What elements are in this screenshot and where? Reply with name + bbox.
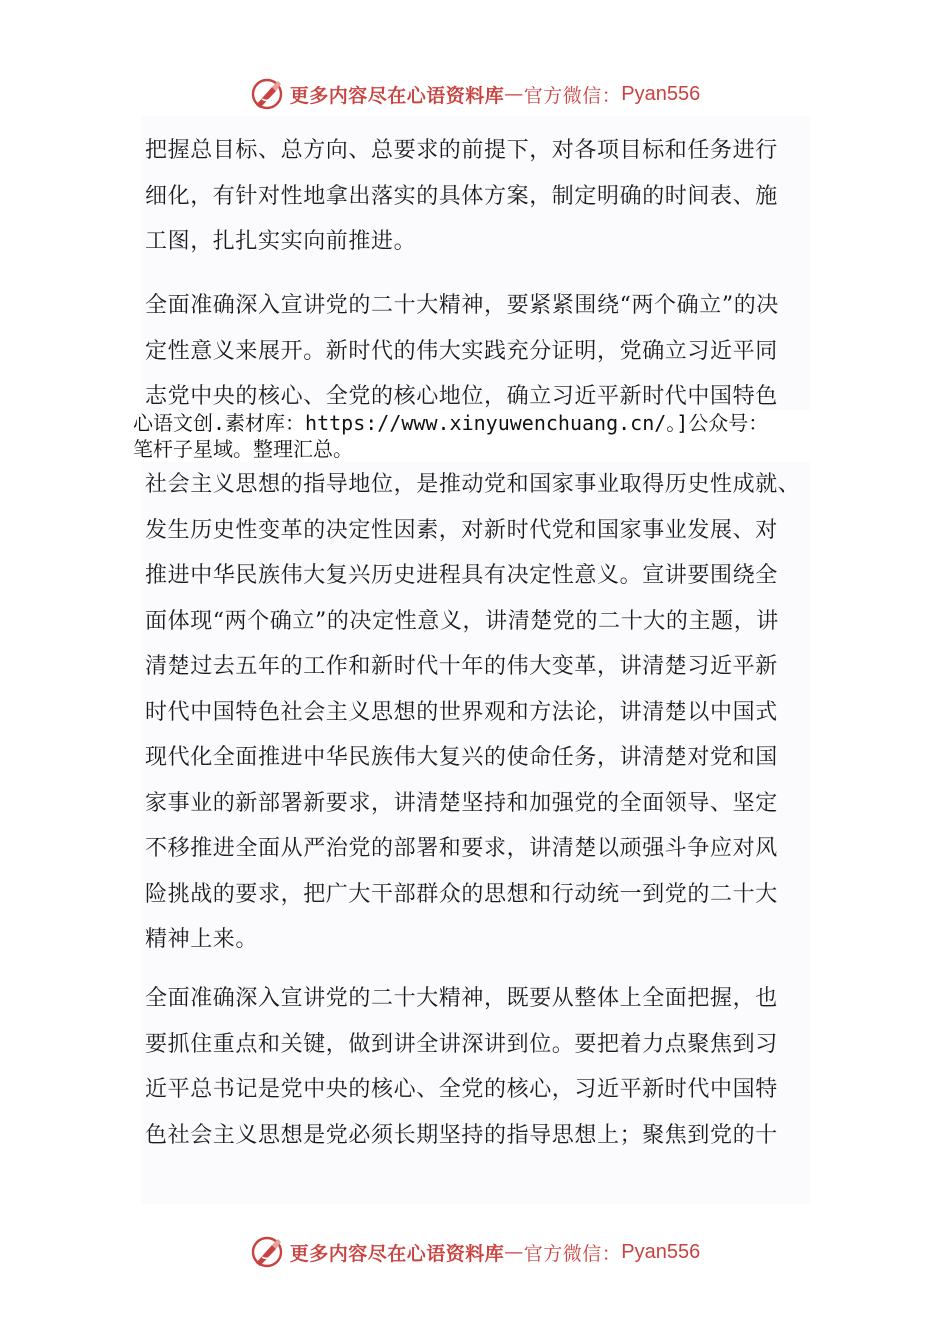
banner-wechat-id: Pyan556 [621,1240,701,1263]
banner-wechat-id: Pyan556 [621,82,701,105]
footer-banner [0,1232,950,1272]
paragraph-1 [145,128,845,265]
paragraph-line: 推进中华民族伟大复兴历史进程具有决定性意义。宣讲要围绕全 [145,563,778,588]
paragraph-line: 色社会主义思想是党必须长期坚持的指导思想上；聚焦到党的十 [145,1122,778,1148]
paragraph-line: 社会主义思想的指导地位，是推动党和国家事业取得历史性成就、 [145,472,801,497]
paragraph-line: 不移推进全面从严治党的部署和要求，讲清楚以顽强斗争应对风 [145,836,778,861]
paragraph-line: 全面准确深入宣讲党的二十大精神，要紧紧围绕“两个确立”的决 [145,293,779,318]
header-banner [0,74,950,114]
paragraph-line: 定性意义来展开。新时代的伟大实践充分证明，党确立习近平同 [145,338,778,364]
paragraph-line: 清楚过去五年的工作和新时代十年的伟大变革，讲清楚习近平新 [145,654,778,679]
paragraph-line: 要抓住重点和关键，做到讲全讲深讲到位。要把着力点聚焦到习 [145,1031,778,1057]
paragraph-line: 家事业的新部署新要求，讲清楚坚持和加强党的全面领导、坚定 [145,790,778,816]
paragraph-2-bottom [145,462,845,963]
pen-logo-icon [250,1235,284,1269]
paragraph-line: 把握总目标、总方向、总要求的前提下，对各项目标和任务进行 [145,138,778,163]
paragraph-line: 发生历史性变革的决定性因素，对新时代党和国家事业发展、对 [145,517,778,543]
paragraph-line: 工图，扎扎实实向前推进。 [145,229,417,254]
paragraph-line: 近平总书记是党中央的核心、全党的核心，习近平新时代中国特 [145,1077,778,1102]
banner-lead-text: 更多内容尽在心语资料库 [289,1242,505,1265]
paragraph-2-top [145,283,845,420]
watermark-line: 笔杆子星域。整理汇总。 [133,437,353,461]
banner-dash: — [504,1241,524,1263]
banner-official-label: 官方微信： [523,84,622,107]
paragraph-line: 志党中央的核心、全党的核心地位，确立习近平新时代中国特色 [145,384,778,409]
banner-lead-text: 更多内容尽在心语资料库 [289,84,505,107]
paragraph-line: 时代中国特色社会主义思想的世界观和方法论，讲清楚以中国式 [145,699,778,725]
watermark-line: 心语文创.素材库：https://www.xinyuwenchuang.cn/。]公众号： [133,411,769,435]
paragraph-line: 全面准确深入宣讲党的二十大精神，既要从整体上全面把握，也 [145,986,778,1011]
pen-logo-icon [250,77,284,111]
paragraph-line: 精神上来。 [145,927,259,952]
paragraph-line: 细化，有针对性地拿出落实的具体方案，制定明确的时间表、施 [145,183,778,209]
watermark-overlay [133,410,833,462]
banner-official-label: 官方微信： [523,1242,622,1265]
paragraph-3 [145,976,845,1158]
paragraph-line: 面体现“两个确立”的决定性意义，讲清楚党的二十大的主题，讲 [145,608,779,634]
paragraph-line: 险挑战的要求，把广大干部群众的思想和行动统一到党的二十大 [145,881,778,907]
paragraph-line: 现代化全面推进中华民族伟大复兴的使命任务，讲清楚对党和国 [145,745,778,770]
banner-dash: — [504,83,524,105]
